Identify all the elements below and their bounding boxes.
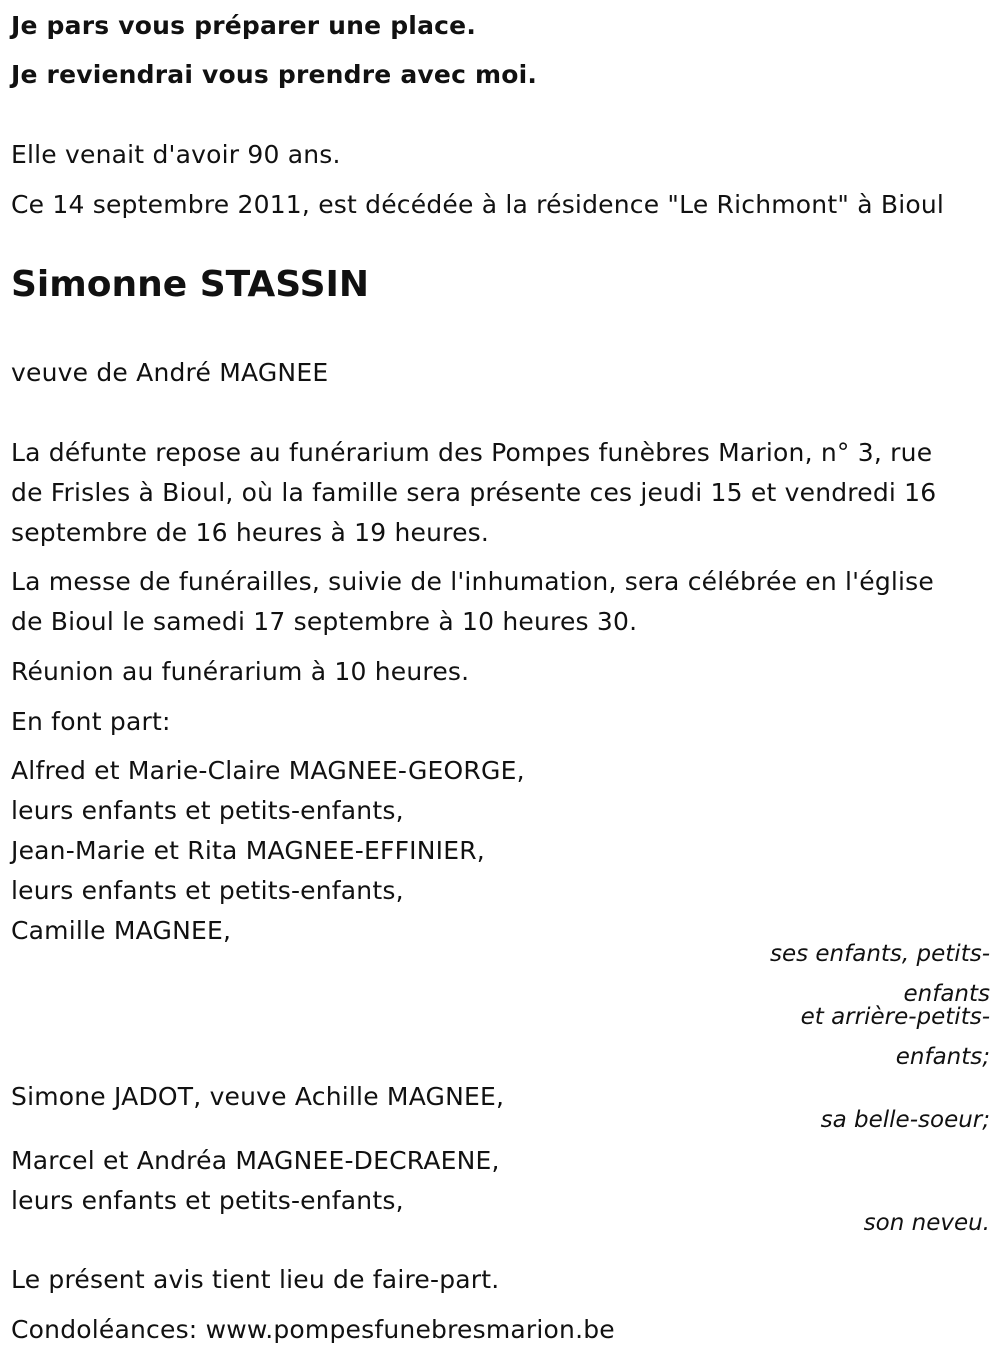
relation-children-line-2: enfants bbox=[903, 981, 990, 1007]
notice-text: Le présent avis tient lieu de faire-part. bbox=[11, 1265, 500, 1294]
epigraph-line-1: Je pars vous préparer une place. bbox=[11, 11, 477, 40]
deceased-name: Simonne STASSIN bbox=[11, 264, 370, 305]
relation-children-line-4: enfants; bbox=[895, 1044, 990, 1070]
family-line: leurs enfants et petits-enfants, bbox=[11, 796, 404, 825]
family-line: Alfred et Marie-Claire MAGNEE-GEORGE, bbox=[11, 756, 525, 785]
death-statement: Ce 14 septembre 2011, est décédée à la résidence "Le Richmont" à Bioul bbox=[11, 190, 945, 219]
viewing-line-2: de Frisles à Bioul, où la famille sera présente ces jeudi 15 et vendredi 16 bbox=[11, 478, 937, 507]
mass-line-2: de Bioul le samedi 17 septembre à 10 heures 30. bbox=[11, 607, 638, 636]
relation-children-line-1: ses enfants, petits- bbox=[769, 941, 990, 967]
meeting-info: Réunion au funérarium à 10 heures. bbox=[11, 657, 470, 686]
relation-sister-in-law: sa belle-soeur; bbox=[820, 1107, 990, 1133]
nephew-line-2: leurs enfants et petits-enfants, bbox=[11, 1186, 404, 1215]
announcers-heading: En font part: bbox=[11, 707, 171, 736]
mass-line-1: La messe de funérailles, suivie de l'inhumation, sera célébrée en l'église bbox=[11, 567, 934, 596]
viewing-line-3: septembre de 16 heures à 19 heures. bbox=[11, 518, 490, 547]
relation-children-line-3: et arrière-petits- bbox=[800, 1004, 990, 1030]
epigraph-line-2: Je reviendrai vous prendre avec moi. bbox=[11, 60, 538, 89]
sister-in-law: Simone JADOT, veuve Achille MAGNEE, bbox=[11, 1082, 505, 1111]
age-statement: Elle venait d'avoir 90 ans. bbox=[11, 140, 341, 169]
relation-nephew: son neveu. bbox=[863, 1210, 990, 1236]
family-line: Camille MAGNEE, bbox=[11, 916, 232, 945]
family-line: leurs enfants et petits-enfants, bbox=[11, 876, 404, 905]
family-line: Jean-Marie et Rita MAGNEE-EFFINIER, bbox=[11, 836, 485, 865]
nephew-line-1: Marcel et Andréa MAGNEE-DECRAENE, bbox=[11, 1146, 500, 1175]
viewing-line-1: La défunte repose au funérarium des Pompes funèbres Marion, n° 3, rue bbox=[11, 438, 933, 467]
condolences-text: Condoléances: www.pompesfunebresmarion.be bbox=[11, 1315, 615, 1344]
widow-of: veuve de André MAGNEE bbox=[11, 358, 329, 387]
